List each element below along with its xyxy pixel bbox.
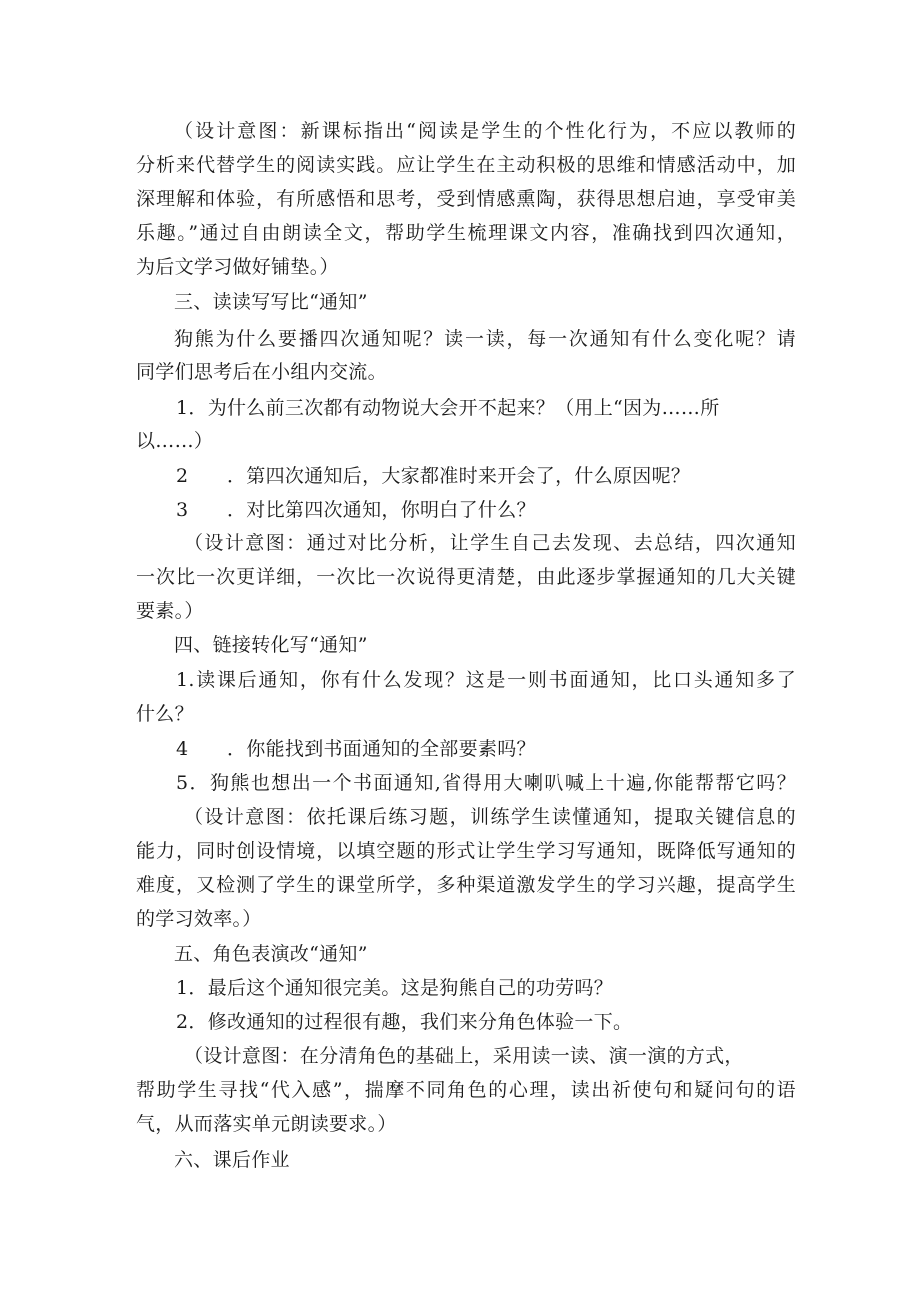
text-line: 乐趣。”通过自由朗读全文，帮助学生梳理课文内容，准确找到四次通知， — [136, 222, 796, 244]
text-line: 3 ．对比第四次通知，你明白了什么？ — [176, 499, 536, 521]
text-line: 2．修改通知的过程很有趣，我们来分角色体验一下。 — [176, 1011, 633, 1033]
text-line: 要素。） — [136, 600, 204, 622]
text-line: 狗熊为什么要播四次通知呢？读一读，每一次通知有什么变化呢？请 — [174, 328, 796, 350]
text-line: 五、角色表演改“通知” — [174, 943, 368, 965]
text-line: 5．狗熊也想出一个书面通知,省得用大喇叭喊上十遍,你能帮帮它吗？ — [176, 772, 796, 794]
text-line: 气，从而落实单元朗读要求。） — [136, 1113, 397, 1135]
text-line: 4 ．你能找到书面通知的全部要素吗？ — [176, 738, 536, 760]
text-line: 1.读课后通知，你有什么发现？这是一则书面通知，比口头通知多了 — [176, 669, 796, 691]
text-line: 四、链接转化写“通知” — [174, 634, 368, 656]
text-line: 什么？ — [136, 703, 194, 725]
text-line: 1．为什么前三次都有动物说大会开不起来？（用上“因为……所 — [176, 397, 720, 419]
text-line: （设计意图：通过对比分析，让学生自己去发现、去总结，四次通知 — [184, 532, 796, 554]
text-line: （设计意图：在分清角色的基础上，采用读一读、演一演的方式， — [184, 1045, 744, 1067]
text-line: 三、读读写写比“通知” — [174, 291, 368, 313]
text-line: 一次比一次更详细，一次比一次说得更清楚，由此逐步掌握通知的几大关键 — [136, 566, 796, 588]
text-line: 分析来代替学生的阅读实践。应让学生在主动积极的思维和情感活动中，加 — [136, 154, 796, 176]
text-line: 能力，同时创设情境，以填空题的形式让学生学习写通知，既降低写通知的 — [136, 840, 796, 862]
text-line: （设计意图：依托课后练习题，训练学生读懂通知，提取关键信息的 — [184, 806, 796, 828]
text-line: 2 ．第四次通知后，大家都准时来开会了，什么原因呢？ — [176, 465, 691, 487]
text-line: （设计意图：新课标指出“阅读是学生的个性化行为，不应以教师的 — [174, 120, 796, 142]
text-line: 六、课后作业 — [174, 1149, 290, 1171]
text-line: 深理解和体验，有所感悟和思考，受到情感熏陶，获得思想启迪，享受审美 — [136, 188, 796, 210]
text-line: 帮助学生寻找“代入感”，揣摩不同角色的心理，读出祈使句和疑问句的语 — [136, 1079, 796, 1101]
text-line: 的学习效率。） — [136, 908, 262, 930]
text-line: 同学们思考后在小组内交流。 — [136, 361, 387, 383]
text-line: 以……） — [136, 430, 214, 452]
text-line: 为后文学习做好铺垫。） — [136, 256, 339, 278]
text-line: 1．最后这个通知很完美。这是狗熊自己的功劳吗？ — [176, 977, 613, 999]
text-line: 难度，又检测了学生的课堂所学，多种渠道激发学生的学习兴趣，提高学生 — [136, 874, 796, 896]
